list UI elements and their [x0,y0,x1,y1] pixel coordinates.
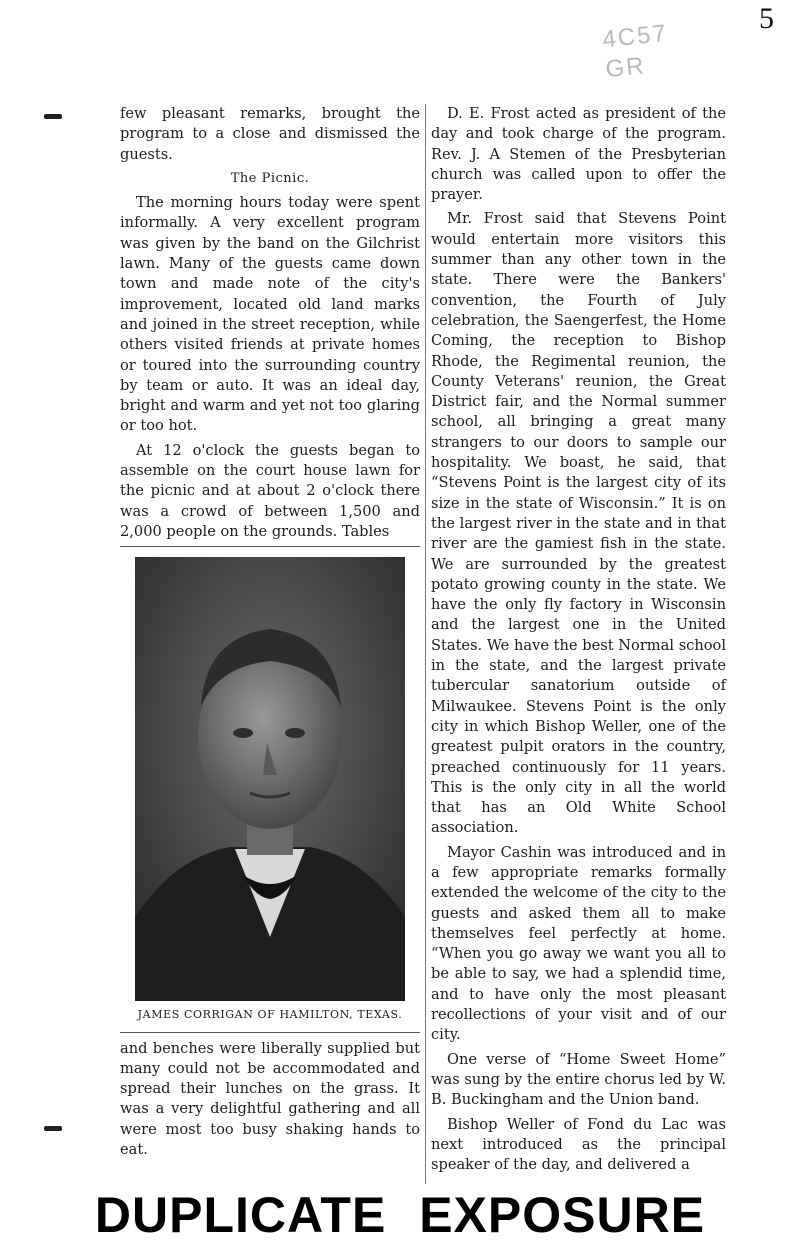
portrait-photo [135,557,405,1001]
right-paragraph-1: D. E. Frost acted as president of the day and took charge of the program. Rev. J. A Stemen of the Presbyterian church was called upon to offer the prayer. [431,105,726,204]
left-paragraph-3: and benches were liberally supplied but many could not be accommodated and spread their lunches on the grass. It was a very delightful gathering and all were most too busy shaking hands to eat. [120,1039,420,1159]
right-paragraph-2: Mr. Frost said that Stevens Point would entertain more visitors this summer than any other town in the state. There were the Bankers' convention, the Fourth of July celebration, the Saengerfest, the Home Coming, the reception to Bishop Rhode, the Regimental reunion, the County Veterans' reunion, the Great District fair, and the Normal summer school, all bringing a great many strangers to our doors to sample our hospitality. We boast, he said, that “Stevens Point is the largest city of its size in the state of Wisconsin.” It is on the largest river in the state and in that river are the gamiest fish in the state. We are surrounded by the greatest potato growing county in the state. We have the only fly factory in Wisconsin and the largest one in the United States. We have the best Normal school in the state, and the largest private tubercular sanatorium outside of Milwaukee. Stevens Point is the only city in which Bishop Weller, one of the greatest pulpit orators in the country, preached continuously for 11 years. This is the only city in all the world that has an Old White School association. [431,210,726,837]
right-paragraph-5: Bishop Weller of Fond du Lac was next introduced as the principal speaker of the day, and delivered a [431,1115,726,1174]
section-subhead: The Picnic. [230,170,310,186]
edge-mark-top [44,114,62,119]
photo-caption: JAMES CORRIGAN OF HAMILTON, TEXAS. [137,1008,403,1022]
right-paragraph-3: Mayor Cashin was introduced and in a few appropriate remarks formally extended the welcome of the city to the guests and asked them all to make themselves feel perfectly at home. “When you go away we want you all to be able to say, we had a splendid time, and to have only the most pleasant recollections of your visit and of our city. [431,843,726,1044]
portrait-figure [120,546,420,1032]
pencil-annotation: 4C57 GR [601,19,669,84]
left-paragraph-1: The morning hours today were spent informally. A very excellent program was given by the band on the Gilchrist lawn. Many of the guests came down town and made note of the city's improvement, located old land marks and joined in the street reception, while others visited friends at private homes or toured into the surrounding country by team or auto. It was an ideal day, bright and warm and yet not too glaring or too hot. [120,194,420,435]
right-paragraph-4: One verse of “Home Sweet Home” was sung by the entire chorus led by W. B. Buckingham and the Union band. [431,1050,726,1109]
portrait-illustration [135,557,405,1001]
right-column [425,104,726,1184]
edge-mark-bottom [44,1126,62,1131]
duplicate-exposure-banner: DUPLICATE EXPOSURE [94,1187,706,1243]
page-number: 5 [759,2,774,35]
left-intro: few pleasant remarks, brought the program to a close and dismissed the guests. [120,105,420,163]
left-column [120,104,420,1164]
left-paragraph-2: At 12 o'clock the guests began to assemble on the court house lawn for the picnic and at about 2 o'clock there was a crowd of between 1,500 and 2,000 people on the grounds. Tables [120,441,420,540]
